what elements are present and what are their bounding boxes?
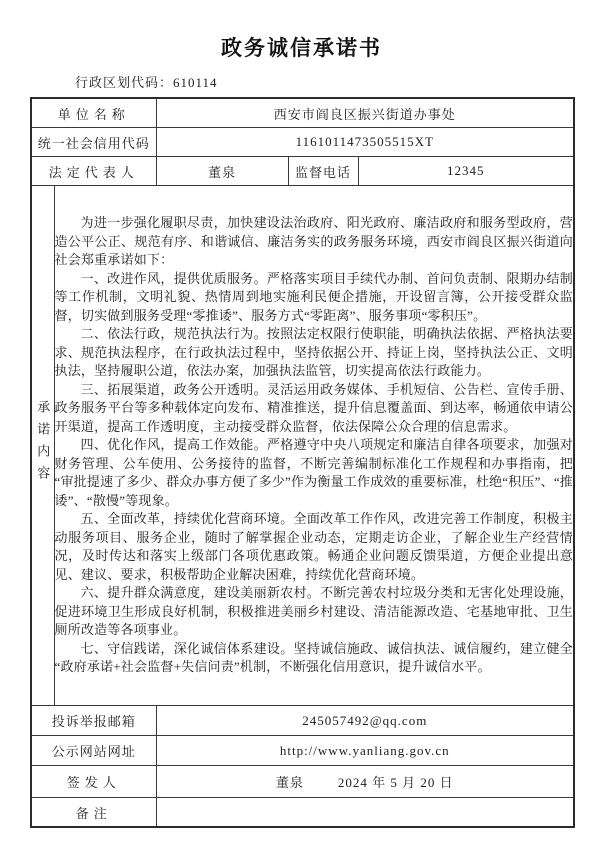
page-title: 政务诚信承诺书	[221, 36, 382, 60]
remark-value	[156, 798, 574, 828]
credit-code-value: 1161011473505515XT	[156, 128, 574, 157]
phone-value: 12345	[358, 157, 574, 186]
credit-code-label: 统一社会信用代码	[31, 128, 156, 157]
commitment-paragraph: 三、拓展渠道，政务公开透明。灵活运用政务媒体、手机短信、公告栏、宣传手册、政务服务平台等多种载体定向发布、精准推送，提升信息覆盖面、到达率，畅通依申请公开渠道，提高工作透明度，主动接受群众监督，依法保障公众合理的信息需求。	[54, 381, 574, 434]
row-legal-rep	[31, 157, 574, 186]
commitment-body-cell	[54, 186, 574, 706]
legal-rep-value: 董泉	[156, 157, 288, 186]
commitment-paragraph: 为进一步强化履职尽责，加快建设法治政府、阳光政府、廉洁政府和服务型政府，营造公平公正、规范有序、和谐诚信、廉洁务实的政务服务环境，西安市阎良区振兴街道向社会郑重承诺如下：	[54, 215, 574, 268]
issue-date: 2024 年 5 月 20 日	[337, 775, 454, 790]
row-issuer	[31, 766, 574, 798]
website-label: 公示网站网址	[31, 736, 156, 766]
email-label: 投诉举报邮箱	[31, 706, 156, 736]
remark-label: 备注	[31, 798, 156, 828]
commitment-paragraph: 二、依法行政，规范执法行为。按照法定权限行使职能，明确执法依据、严格执法要求、规范执法程序，在行政执法过程中，坚持依据公开、持证上岗，坚持执法公正、文明执法，坚持履职公道，依法办案，加强执法监管，切实提高依法行政能力。	[54, 326, 574, 379]
commitment-paragraph: 六、提升群众满意度，建设美丽新农村。不断完善农村垃圾分类和无害化处理设施，促进环境卫生形成良好机制，积极推进美丽乡村建设、清洁能源改造、宅基地审批、卫生厕所改造等各项事业。	[54, 585, 574, 638]
admin-code-line	[75, 72, 603, 91]
commitment-form-table	[30, 97, 575, 828]
row-remark	[31, 798, 574, 828]
issuer-label: 签发人	[31, 766, 156, 798]
commitment-paragraph: 一、改进作风，提供优质服务。严格落实项目手续代办制、首问负责制、限期办结制等工作机制，文明礼貌、热情周到地实施利民便企措施，开设留言簿，公开接受群众监督，切实做到服务受理“零推诿”、服务方式“零距离”、服务事项“零积压”。	[54, 270, 574, 323]
website-value: http://www.yanliang.gov.cn	[156, 736, 574, 766]
row-unit-name	[31, 98, 574, 128]
commitment-paragraph: 七、守信践诺，深化诚信体系建设。坚持诚信施政、诚信执法、诚信履约，建立健全“政府承诺+社会监督+失信问责”机制，不断强化信用意识，提升诚信水平。	[54, 640, 574, 675]
email-value: 245057492@qq.com	[156, 706, 574, 736]
row-credit-code	[31, 128, 574, 157]
commitment-label-cell	[31, 186, 54, 706]
issuer-value-cell	[156, 766, 574, 798]
row-commitment-content	[31, 186, 574, 706]
phone-label: 监督电话	[288, 157, 358, 186]
unit-name-value: 西安市阎良区振兴街道办事处	[156, 98, 574, 128]
row-website	[31, 736, 574, 766]
admin-code-value: 610114	[173, 75, 218, 90]
unit-name-label: 单位名称	[31, 98, 156, 128]
legal-rep-label: 法定代表人	[31, 157, 156, 186]
issuer-name: 董泉	[275, 775, 304, 790]
commitment-label: 承诺内容	[35, 399, 51, 488]
commitment-paragraph: 四、优化作风，提高工作效能。严格遵守中央八项规定和廉洁自律各项要求，加强对财务管理、公车使用、公务接待的监督，不断完善编制标准化工作规程和办事指南，把“审批提速了多少、群众办事方便了多少”作为衡量工作成效的重要标准，杜绝“积压”、“推诿”、“散慢”等现象。	[54, 437, 574, 508]
commitment-paragraph: 五、全面改革，持续优化营商环境。全面改革工作作风，改进完善工作制度，积极主动服务项目、服务企业，随时了解掌握企业动态，定期走访企业，了解企业生产经营情况，及时传达和落实上级部门各项优惠政策。畅通企业问题反馈渠道，方便企业提出意见、建议、要求，积极帮助企业解决困难，持续优化营商环境。	[54, 511, 574, 582]
document-page	[0, 32, 603, 866]
row-complaint-email	[31, 706, 574, 736]
admin-code-label: 行政区划代码：	[75, 75, 174, 90]
